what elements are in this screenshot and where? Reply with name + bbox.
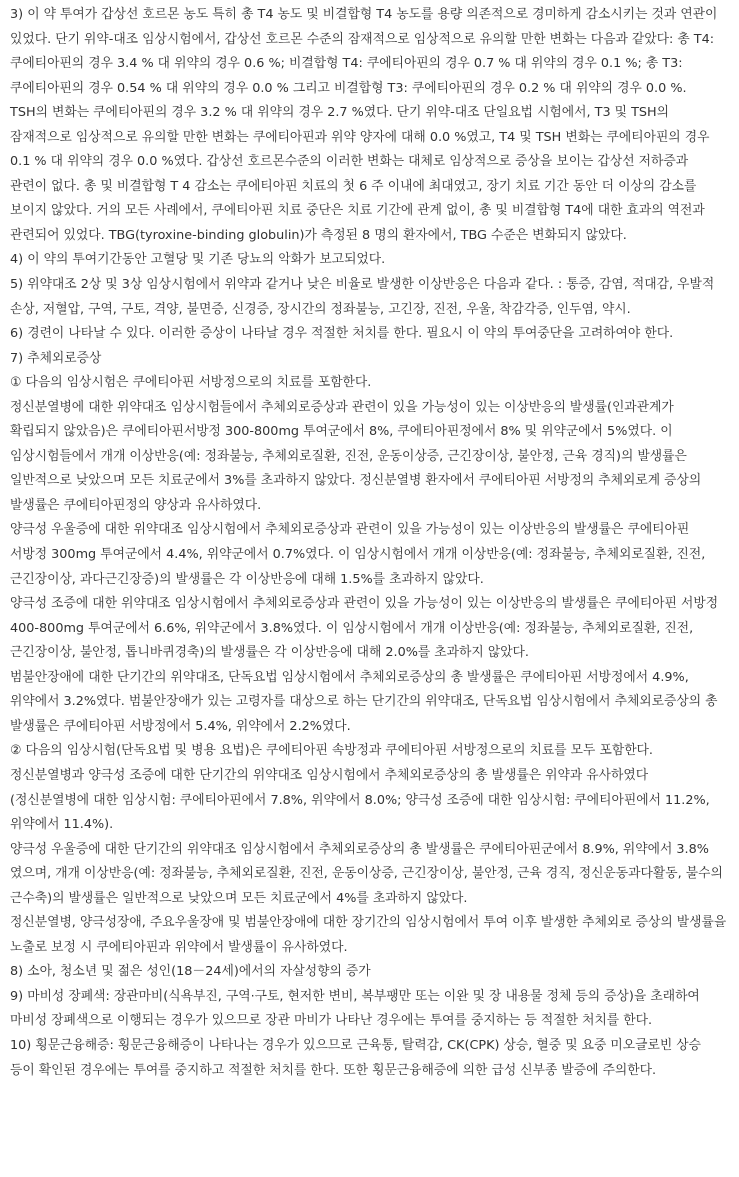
paragraph-bipolar-depression-eps: 양극성 우울증에 대한 위약대조 임상시험에서 추체외로증상과 관련이 있을 가능성이 있는 이상반응의 발생률은 쿠에티아핀 서방정 300mg 투여군에서 4.4%, 위약군에서 0.7%였다. 이 임상시험에서 개개 이상반응(예: 정좌불능, 추체외로질환, 진전, 근긴장이상, 과다근긴장증)의 발생률은 각 이상반응에 대해 1.5%를 초과하지 않았다.: [10, 522, 706, 587]
subheading-combined-trials: ② 다음의 임상시험(단독요법 및 병용 요법)은 쿠에티아핀 속방정과 쿠에티아핀 서방정으로의 치료를 모두 포함한다.: [10, 743, 653, 759]
paragraph-schizophrenia-eps: 정신분열병에 대한 위약대조 임상시험들에서 추체외로증상과 관련이 있을 가능성이 있는 이상반응의 발생률(인과관계가 확립되지 않았음)은 쿠에티아핀서방정 300-800mg 투여군에서 8%, 쿠에티아핀정에서 8% 및 위약군에서 5%였다. 이 임상시험들에서 개개 이상반응(예: 정좌불능, 추체외로질환, 진전, 운동이상증, 근긴장이상, 불안정, 근육 경직)의 발생률은 일반적으로 낮았으며 모든 치료군에서 3%를 초과하지 않았다. 정신분열병 환자에서 쿠에티아핀 서방정의 추체외로계 증상의 발생률은 쿠에티아핀정의 양상과 유사하였다.: [10, 399, 702, 513]
paragraph-bipolar-mania-eps: 양극성 조증에 대한 위약대조 임상시험에서 추체외로증상과 관련이 있을 가능성이 있는 이상반응의 발생률은 쿠에티아핀 서방정 400-800mg 투여군에서 6.6%, 위약군에서 3.8%였다. 이 임상시험에서 개개 이상반응(예: 정좌불능, 추체외로질환, 진전, 근긴장이상, 불안정, 톱니바퀴경축)의 발생률은 각 이상반응에 대해 2.0%를 초과하지 않았다.: [10, 596, 719, 661]
paragraph-paralytic-ileus: 9) 마비성 장폐색: 장관마비(식욕부진, 구역·구토, 현저한 변비, 복부팽만 또는 이완 및 장 내용물 정체 등의 증상)을 초래하여 마비성 장폐색으로 이행되는 경우가 있으므로 장관 마비가 나타난 경우에는 투여를 중지하는 등 적절한 처치를 한다.: [10, 988, 700, 1029]
paragraph-thyroid-hormone: 3) 이 약 투여가 갑상선 호르몬 농도 특히 총 T4 농도 및 비결합형 T4 농도를 용량 의존적으로 경미하게 감소시키는 것과 연관이 있었다. 단기 위약-대조 임상시험에서, 갑상선 호르몬 수준의 잠재적으로 임상적으로 유의할 만한 변화는 다음과 같았다: 총 T4: 쿠에티아핀의 경우 3.4 % 대 위약의 경우 0.6 %; 비결합형 T4: 쿠에티아핀의 경우 0.7 % 대 위약의 경우 0.1 %; 총 T3: 쿠에티아핀의 경우 0.54 % 대 위약의 경우 0.0 % 그리고 비결합형 T3: 쿠에티아핀의 경우 0.2 % 대 위약의 경우 0.0 %. TSH의 변화는 쿠에티아핀의 경우 3.2 % 대 위약의 경우 2.7 %였다. 단기 위약-대조 단일요법 시험에서, T3 및 TSH의 잠재적으로 임상적으로 유의할 만한 변화는 쿠에티아핀과 위약 양자에 대해 0.0 %였고, T4 및 TSH 변화는 쿠에티아핀의 경우 0.1 % 대 위약의 경우 0.0 %였다. 갑상선 호르몬수준의 이러한 변화는 대체로 임상적으로 증상을 보이는 갑상선 저하증과 관련이 없다. 총 및 비결합형 T 4 감소는 쿠에티아핀 치료의 첫 6 주 이내에 최대였고, 장기 치료 기간 동안 더 이상의 감소를 보이지 않았다. 거의 모든 사례에서, 쿠에티아핀 치료 중단은 치료 기간에 관계 없이, 총 및 비결합형 T4에 대한 효과의 역전과 관련되어 있었다. TBG(tyroxine-binding globulin)가 측정된 8 명의 환자에서, TBG 수준은 변화되지 않았다.: [10, 7, 718, 243]
paragraph-hyperglycemia: 4) 이 약의 투여기간동안 고혈당 및 기존 당뇨의 악화가 보고되었다.: [10, 252, 386, 268]
paragraph-seizure: 6) 경련이 나타날 수 있다. 이러한 증상이 나타날 경우 적절한 처치를 한다. 필요시 이 약의 투여중단을 고려하여야 한다.: [10, 326, 674, 342]
paragraph-bipolar-depression-combined: 양극성 우울증에 대한 단기간의 위약대조 임상시험에서 추체외로증상의 총 발생률은 쿠에티아핀군에서 8.9%, 위약에서 3.8%였으며, 개개 이상반응(예: 정좌불능, 추체외로질환, 진전, 운동이상증, 근긴장이상, 불안정, 근육 경직, 정신운동과다활동, 불수의 근수축)의 발생률은 일반적으로 낮았으며 모든 치료군에서 4%를 초과하지 않았다.: [10, 841, 723, 906]
paragraph-placebo-adverse-events: 5) 위약대조 2상 및 3상 임상시험에서 위약과 같거나 낮은 비율로 발생한 이상반응은 다음과 같다. : 통증, 감염, 적대감, 우발적 손상, 저혈압, 구역, 구토, 격양, 불면증, 신경증, 장시간의 정좌불능, 고긴장, 진전, 우울, 착감각증, 인두염, 약시.: [10, 277, 715, 317]
paragraph-schizophrenia-mania-combined: 정신분열병과 양극성 조증에 대한 단기간의 위약대조 임상시험에서 추체외로증상의 총 발생률은 위약과 유사하였다(정신분열병에 대한 임상시험: 쿠에티아핀에서 7.8%, 위약에서 8.0%; 양극성 조증에 대한 임상시험: 쿠에티아핀에서 11.2%, 위약에서 11.4%).: [10, 767, 710, 833]
paragraph-long-term-trials: 정신분열병, 양극성장애, 주요우울장애 및 범불안장애에 대한 장기간의 임상시험에서 투여 이후 발생한 추체외로 증상의 발생률을 노출로 보정 시 쿠에티아핀과 위약에서 발생률이 유사하였다.: [10, 915, 727, 955]
paragraph-gad-eps: 범불안장애에 대한 단기간의 위약대조, 단독요법 임상시험에서 추체외로증상의 총 발생률은 쿠에티아핀 서방정에서 4.9%, 위약에서 3.2%였다. 범불안장애가 있는 고령자를 대상으로 하는 단기간의 위약대조, 단독요법 임상시험에서 추체외로증상의 총 발생률은 쿠에티아핀 서방정에서 5.4%, 위약에서 2.2%였다.: [10, 669, 718, 734]
heading-extrapyramidal-symptoms: 7) 추체외로증상: [10, 350, 102, 366]
paragraph-rhabdomyolysis: 10) 횡문근융해증: 횡문근융해증이 나타나는 경우가 있으므로 근육통, 탈력감, CK(CPK) 상승, 혈중 및 요중 미오글로빈 상승 등이 확인된 경우에는 투여를 중지하고 적절한 처치를 한다. 또한 횡문근융해증에 의한 급성 신부종 발증에 주의한다.: [10, 1037, 702, 1078]
subheading-extended-release-trials: ① 다음의 임상시험은 쿠에티아핀 서방정으로의 치료를 포함한다.: [10, 375, 372, 391]
paragraph-suicidality: 8) 소아, 청소년 및 젊은 성인(18－24세)에서의 자살성향의 증가: [10, 964, 371, 980]
